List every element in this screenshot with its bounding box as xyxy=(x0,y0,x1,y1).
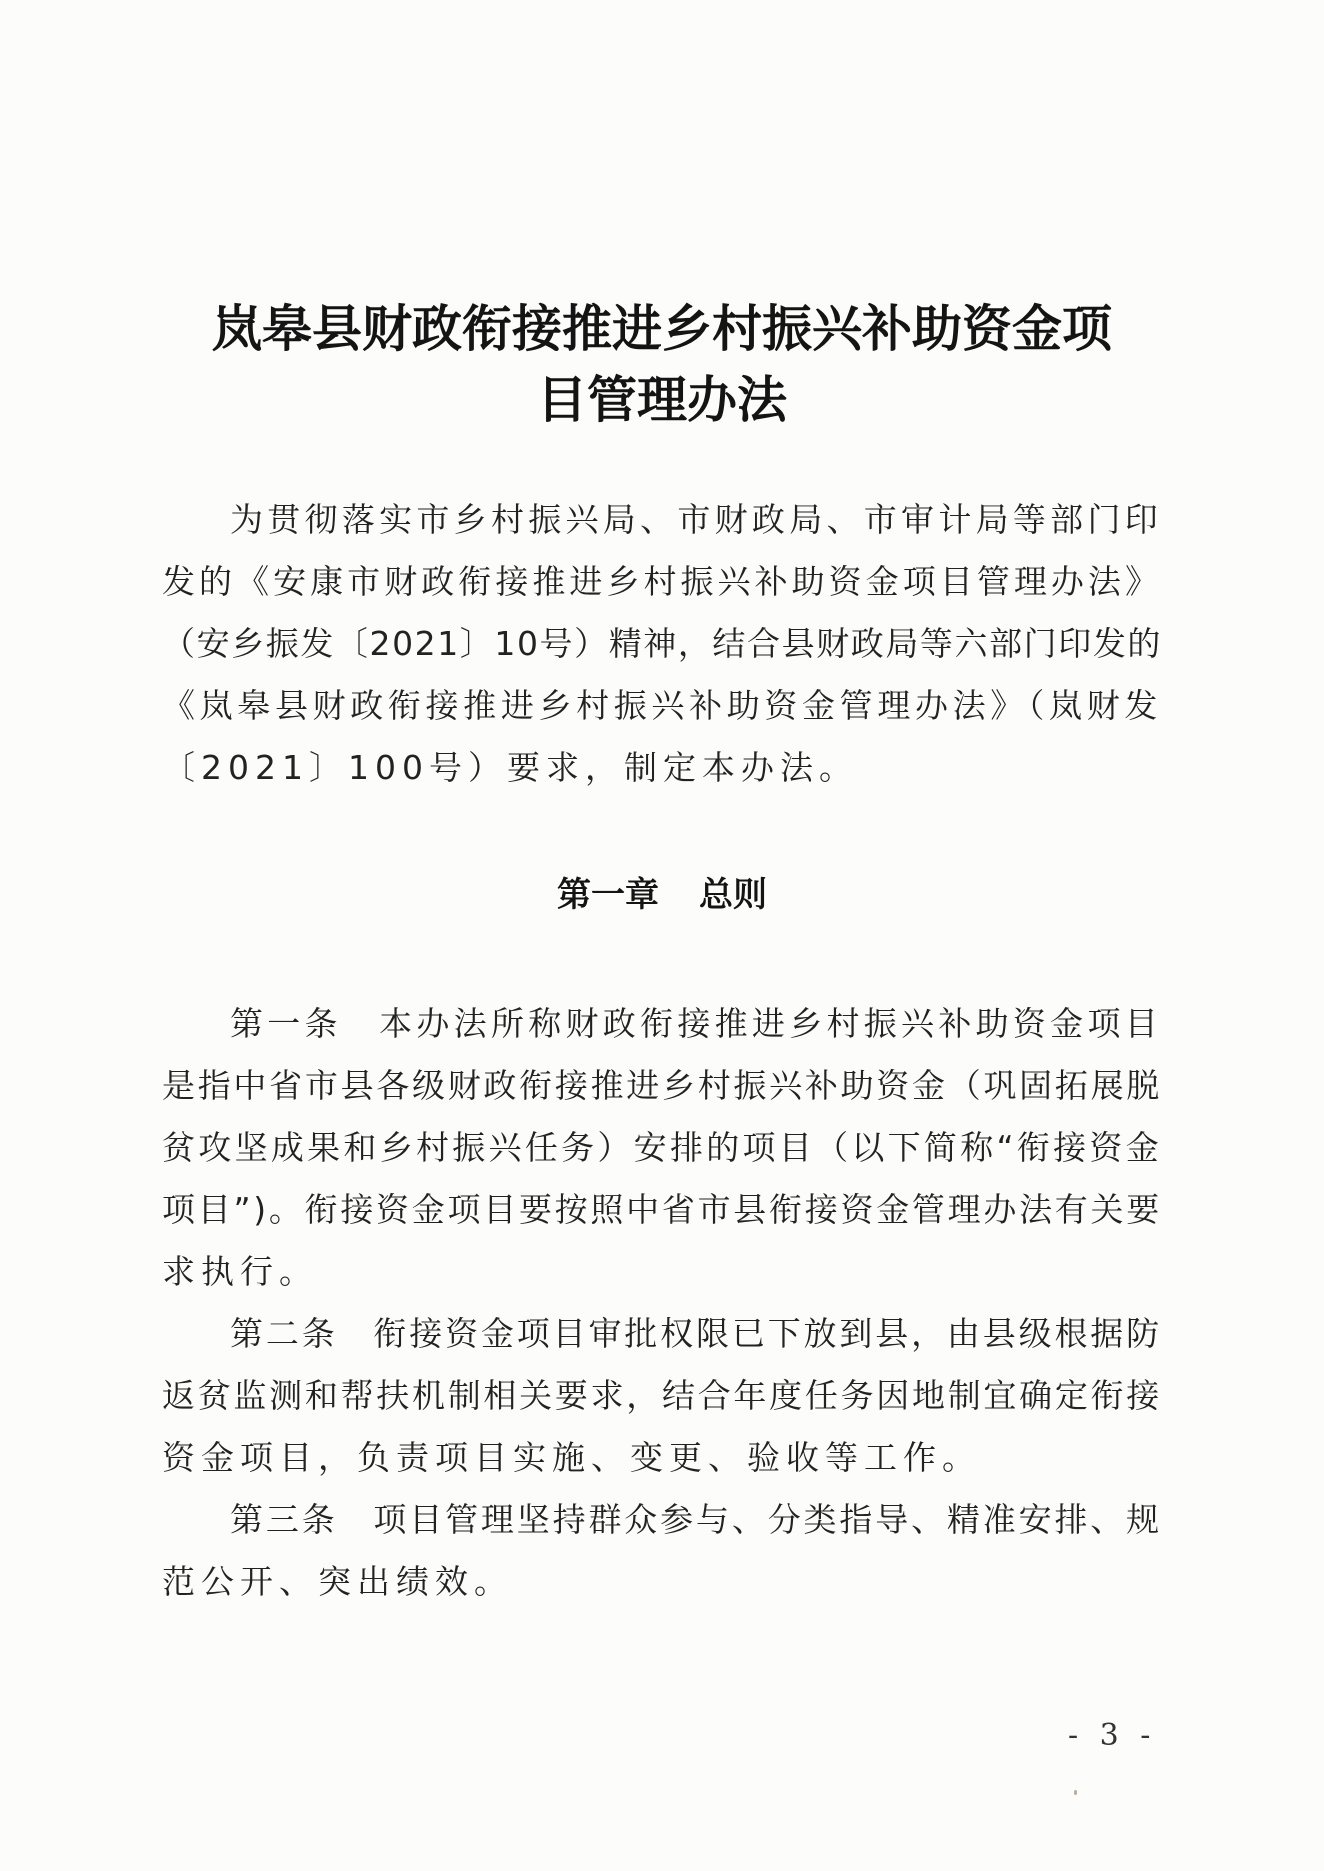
article-1-line-3: 贫攻坚成果和乡村振兴任务）安排的项目（以下简称“衔接资金 xyxy=(162,1128,1162,1167)
article-2-line-3: 资金项目，负责项目实施、变更、验收等工作。 xyxy=(162,1438,981,1477)
page-number: - 3 - xyxy=(1068,1718,1157,1753)
article-3-line-1: 第三条 项目管理坚持群众参与、分类指导、精准安排、规 xyxy=(230,1500,1162,1539)
chapter-heading xyxy=(0,873,1324,917)
article-2-line-2: 返贫监测和帮扶机制相关要求，结合年度任务因地制宜确定衔接 xyxy=(162,1376,1162,1415)
preamble-line-3: （安乡振发〔2021〕10号）精神，结合县财政局等六部门印发的 xyxy=(162,624,1162,663)
preamble-line-1: 为贯彻落实市乡村振兴局、市财政局、市审计局等部门印 xyxy=(230,500,1162,539)
scan-speck xyxy=(1074,1790,1077,1795)
document-title-line-2: 目管理办法 xyxy=(537,370,787,429)
chapter-name: 总则 xyxy=(699,875,767,915)
document-title-line-1: 岚皋县财政衔接推进乡村振兴补助资金项 xyxy=(212,299,1112,358)
article-1-line-4: 项目”)。衔接资金项目要按照中省市县衔接资金管理办法有关要 xyxy=(162,1190,1162,1229)
article-3-line-2: 范公开、突出绩效。 xyxy=(162,1562,513,1601)
preamble-line-5: 〔2021〕100号）要求，制定本办法。 xyxy=(162,748,858,787)
article-1-line-5: 求执行。 xyxy=(162,1252,318,1291)
chapter-number: 第一章 xyxy=(557,875,659,915)
preamble-line-4: 《岚皋县财政衔接推进乡村振兴补助资金管理办法》（岚财发 xyxy=(162,686,1162,725)
article-1-line-1: 第一条 本办法所称财政衔接推进乡村振兴补助资金项目 xyxy=(230,1004,1162,1043)
article-1-line-2: 是指中省市县各级财政衔接推进乡村振兴补助资金（巩固拓展脱 xyxy=(162,1066,1162,1105)
article-2-line-1: 第二条 衔接资金项目审批权限已下放到县，由县级根据防 xyxy=(230,1314,1162,1353)
preamble-line-2: 发的《安康市财政衔接推进乡村振兴补助资金项目管理办法》 xyxy=(162,562,1162,601)
